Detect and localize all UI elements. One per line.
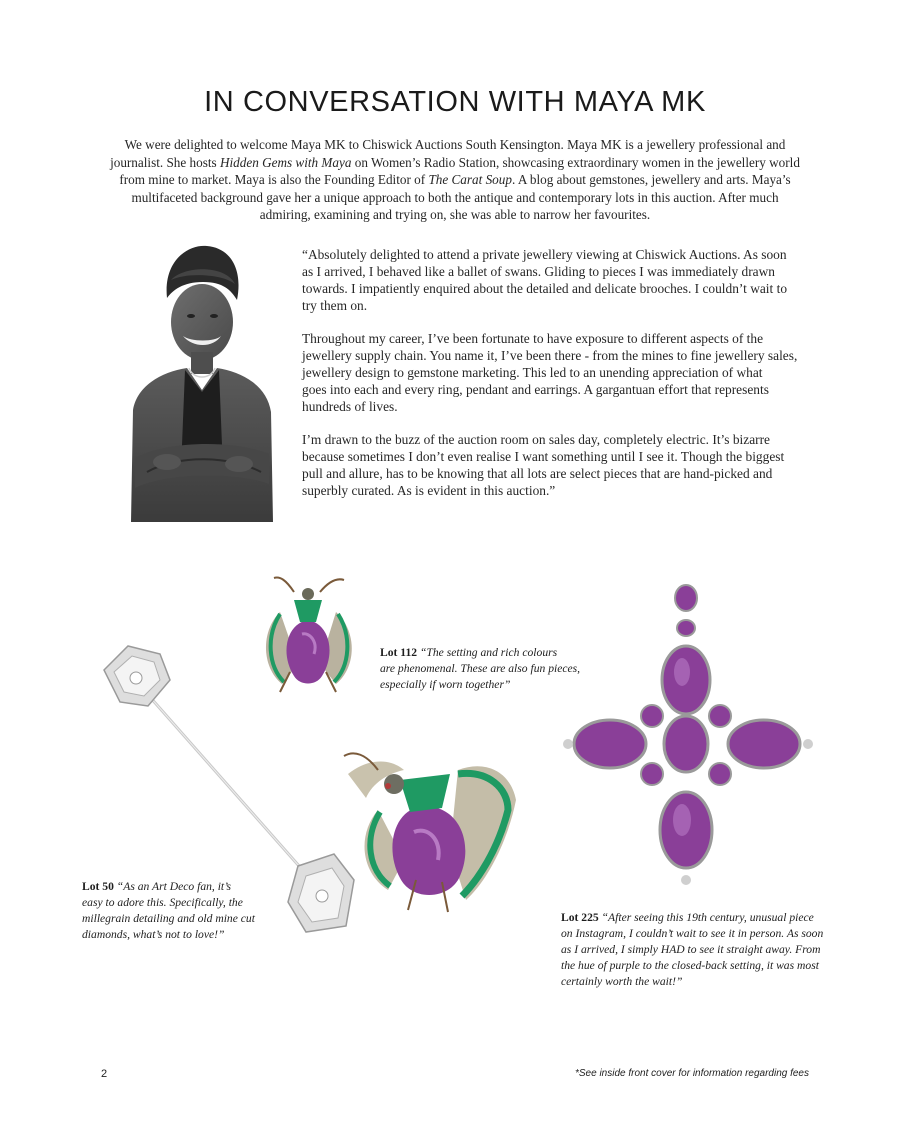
fees-footnote: *See inside front cover for information regarding fees	[574, 1068, 809, 1079]
radio-show-title: Hidden Gems with Maya	[219, 154, 352, 170]
intro-paragraph	[96, 136, 814, 224]
lot-225-caption: Lot 225 “After seeing this 19th century, unusual piece on Instagram, I couldn’t wait to see it in person. As soon as I arrived, I simply HAD to see it straight away. From the hue of purple to the closed-back setting, it was most certainly worth the wait!”	[561, 911, 824, 988]
quote-paragraph: Throughout my career, I’ve been fortunate to have exposure to different aspects of the jewellery supply chain. You name it, I’ve been there - from the mines to fine jewellery sales, jewellery design to gemstone marketing. This led to an unending appreciation of what goes into each and every ring, pendant and earrings. A gargantuan effort that represents hundreds of lives.	[302, 331, 798, 414]
lot-112-caption: Lot 112 “The setting and rich colours are phenomenal. These are also fun pieces, especially if worn together”	[380, 646, 581, 691]
intro-line: from mine to market. Maya is also the Founding Editor of The Carat Soup. A blog about gemstones, jewellery and arts. Maya’s	[119, 172, 791, 188]
quote-paragraph: “Absolutely delighted to attend a private jewellery viewing at Chiswick Auctions. As soon as I arrived, I behaved like a ballet of swans. Gliding to pieces I was immediately drawn towards. I impatiently enquired about the detailed and delicate brooches. I couldn’t wait to try them on.	[302, 247, 788, 313]
lot-225-label: Lot 225	[561, 911, 599, 924]
lot-50-caption: Lot 50 “As an Art Deco fan, it’s easy to adore this. Specifically, the millegrain detailing and old mine cut diamonds, what’s not to love!”	[82, 880, 255, 941]
page-number: 2	[101, 1068, 108, 1080]
amethyst-cross-pendant-image	[562, 584, 814, 896]
lot-112-label: Lot 112	[380, 646, 418, 659]
intro-line: We were delighted to welcome Maya MK to Chiswick Auctions South Kensington. Maya MK is a jewellery professional and	[124, 137, 786, 152]
intro-line: multifaceted background gave her a unique approach to both the antique and contemporary lots in this auction. After much	[131, 189, 779, 205]
portrait-photo	[127, 240, 275, 522]
blog-title: The Carat Soup	[428, 172, 512, 188]
interview-quote	[302, 246, 814, 515]
page-title: IN CONVERSATION WITH MAYA MK	[204, 86, 706, 118]
intro-line: admiring, examining and trying on, she was able to narrow her favourites.	[259, 207, 651, 223]
lot-50-label: Lot 50	[82, 880, 114, 893]
quote-paragraph: I’m drawn to the buzz of the auction room on sales day, completely electric. It’s bizarre because sometimes I don’t even realise I want something until I see it. Though the biggest pull and allure, has to be knowing that all lots are select pieces that are hand-picked and superbly curated. As is evident in this auction.”	[302, 432, 785, 498]
intro-line: journalist. She hosts Hidden Gems with Maya on Women’s Radio Station, showcasing extraordinary women in the jewellery world	[110, 154, 800, 170]
